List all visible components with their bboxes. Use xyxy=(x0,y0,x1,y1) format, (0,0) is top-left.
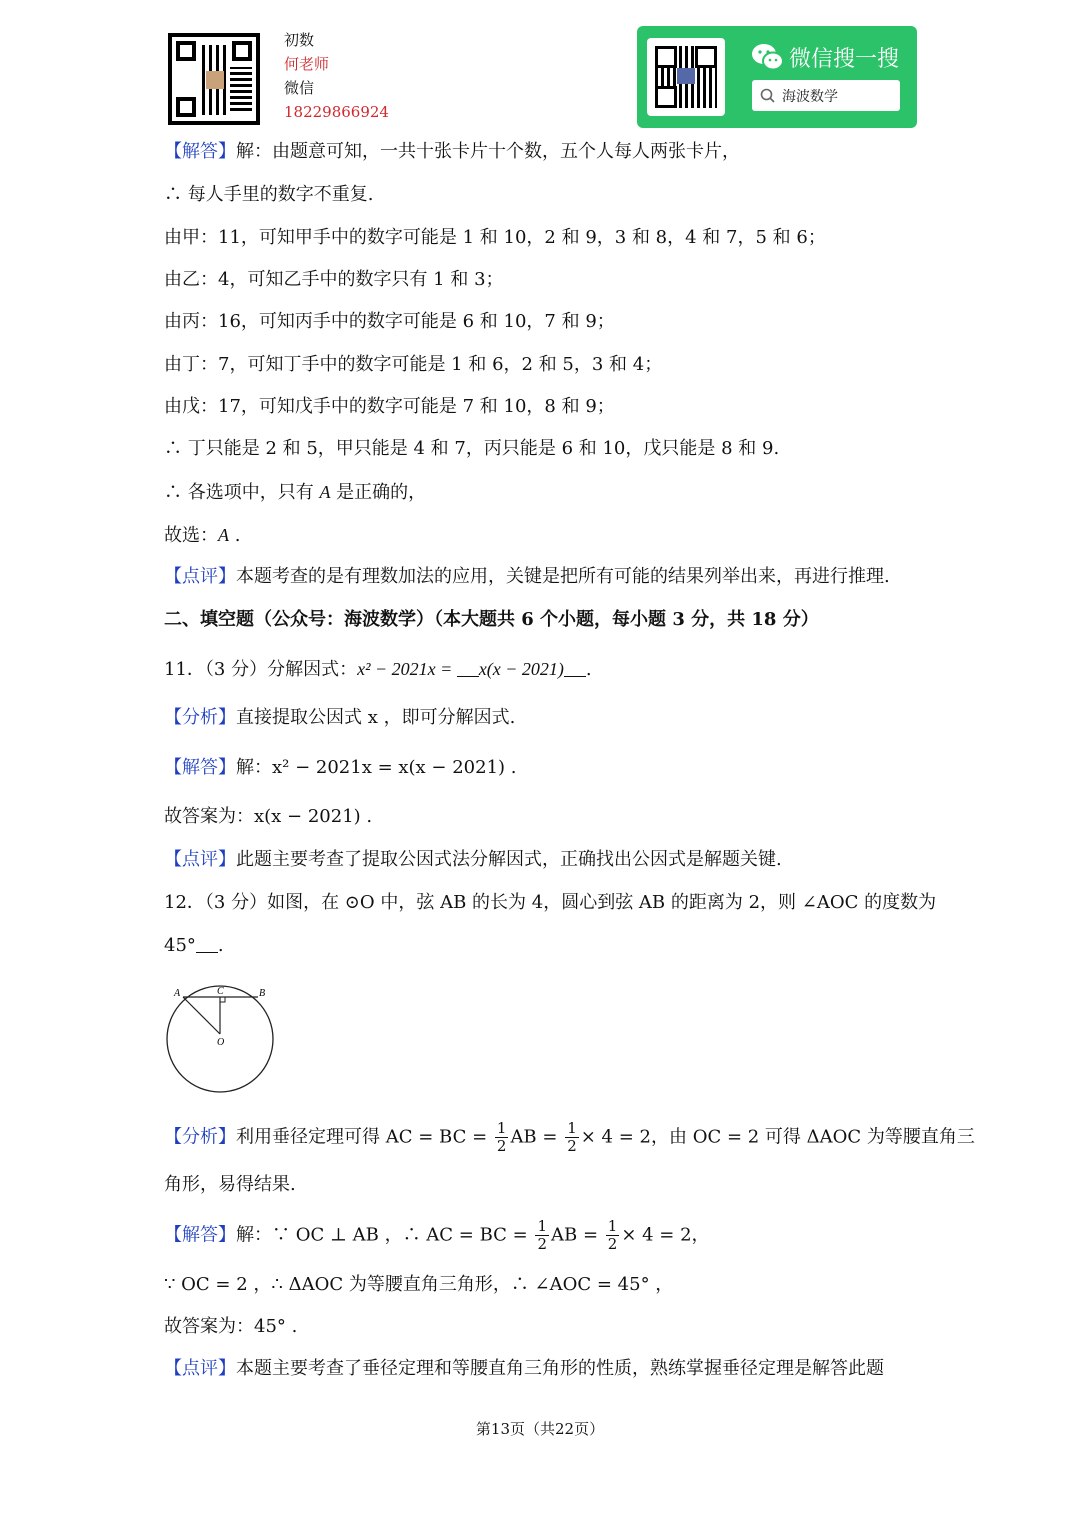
answer-blank xyxy=(564,660,586,677)
answer-12: 故答案为：45° . xyxy=(164,1316,298,1337)
line-7: 由戊：17，可知戊手中的数字可能是 7 和 10，8 和 9； xyxy=(164,396,615,417)
line-2: ∴ 每人手里的数字不重复. xyxy=(164,184,374,205)
wechat-title: 微信搜一搜 xyxy=(789,47,900,72)
wechat-search-text: 海波数学 xyxy=(782,89,838,105)
option: A xyxy=(218,525,229,545)
tag-dianping: 【点评】 xyxy=(164,1358,236,1379)
review-11 xyxy=(164,848,782,872)
wechat-search-box[interactable] xyxy=(752,80,900,111)
line-6: 由丁：7，可知丁手中的数字可能是 1 和 6，2 和 5，3 和 4； xyxy=(164,354,663,375)
teacher-phone: 18229866924 xyxy=(284,103,389,121)
analysis-11 xyxy=(164,706,515,730)
denominator: 2 xyxy=(496,1137,507,1155)
fraction xyxy=(606,1218,620,1253)
fraction xyxy=(495,1120,509,1155)
right-angle-mark xyxy=(220,997,225,1002)
page-footer: 第13页（共22页） xyxy=(475,1420,605,1438)
review-12 xyxy=(164,1357,884,1381)
segment-oa xyxy=(183,997,220,1034)
qr-code-right xyxy=(647,38,725,116)
line-8: ∴ 丁只能是 2 和 5，甲只能是 4 和 7，丙只能是 6 和 10，戊只能是 8 和 9. xyxy=(164,438,780,459)
wechat-search-card xyxy=(637,26,917,128)
search-icon xyxy=(760,88,776,104)
text: AB = xyxy=(510,1126,564,1148)
question-12-cont xyxy=(164,934,224,958)
text: 故选： xyxy=(164,525,218,546)
solution-11 xyxy=(164,756,517,780)
label-o: O xyxy=(217,1037,225,1048)
text: 直接提取公因式 x ，即可分解因式. xyxy=(236,707,516,728)
answer-blank xyxy=(196,936,218,953)
numerator: 1 xyxy=(537,1217,547,1235)
line-answer-1 xyxy=(164,140,740,164)
math: x² − 2021x = xyxy=(357,659,457,679)
tag-fenxi: 【分析】 xyxy=(164,707,236,728)
circle-figure xyxy=(160,982,282,1094)
question-12: 12．（3 分）如图，在 ⊙O 中，弦 AB 的长为 4，圆心到弦 AB 的距离为 2，则 ∠AOC 的度数为 xyxy=(164,892,937,913)
tag-jieda: 【解答】 xyxy=(164,757,236,778)
line-3: 由甲：11，可知甲手中的数字可能是 1 和 10，2 和 9，3 和 8，4 和 7，5 和 6； xyxy=(164,227,826,248)
fraction xyxy=(535,1218,549,1253)
solution-12-cont: ∵ OC = 2 ，∴ ΔAOC 为等腰直角三角形，∴ ∠AOC = 45° ， xyxy=(164,1274,674,1295)
numerator: 1 xyxy=(496,1119,507,1137)
wechat-logo-icon xyxy=(751,42,785,72)
numerator: 1 xyxy=(567,1119,577,1137)
text: × 4 = 2， xyxy=(621,1224,710,1246)
analysis-12 xyxy=(164,1120,975,1155)
text: 解：由题意可知，一共十张卡片十个数，五个人每人两张卡片， xyxy=(236,141,740,162)
label-b: B xyxy=(259,988,266,999)
denominator: 2 xyxy=(607,1235,618,1253)
text: AB = xyxy=(551,1224,604,1246)
tag-dianping: 【点评】 xyxy=(164,566,236,587)
text: 是正确的， xyxy=(330,482,427,503)
denominator: 2 xyxy=(537,1235,547,1253)
section-heading: 二、填空题（公众号：海波数学）（本大题共 6 个小题，每小题 3 分，共 18 分） xyxy=(164,609,819,630)
option: A xyxy=(319,482,331,502)
text: . xyxy=(585,659,592,680)
solution-12 xyxy=(164,1218,710,1253)
tag-fenxi: 【分析】 xyxy=(164,1126,236,1148)
text: 11．（3 分）分解因式： xyxy=(164,659,358,680)
tag-jieda: 【解答】 xyxy=(164,1224,236,1246)
teacher-line-1: 初数 xyxy=(284,31,315,49)
fraction xyxy=(565,1120,579,1155)
teacher-info xyxy=(284,28,389,124)
text: × 4 = 2，由 OC = 2 可得 ΔAOC 为等腰直角三 xyxy=(580,1126,975,1148)
qr-code-left xyxy=(168,33,260,125)
label-a: A xyxy=(174,988,181,999)
text: 本题主要考查了垂径定理和等腰直角三角形的性质，熟练掌握垂径定理是解答此题 xyxy=(236,1358,884,1379)
answer: 45° xyxy=(164,935,196,956)
text: 解：∵ OC ⊥ AB ，∴ AC = BC = xyxy=(236,1224,534,1246)
text: 此题主要考查了提取公因式法分解因式，正确找出公因式是解题关键. xyxy=(236,849,782,870)
text: 利用垂径定理可得 AC = BC = xyxy=(236,1126,493,1148)
line-5: 由丙：16，可知丙手中的数字可能是 6 和 10，7 和 9； xyxy=(164,311,615,332)
analysis-12-cont: 角形，易得结果. xyxy=(164,1174,296,1195)
line-review-1 xyxy=(164,565,890,589)
line-9 xyxy=(164,480,426,505)
denominator: 2 xyxy=(567,1137,577,1155)
answer-11: 故答案为：x(x − 2021) . xyxy=(164,806,373,827)
teacher-line-2: 何老师 xyxy=(284,55,330,73)
tag-dianping: 【点评】 xyxy=(164,849,236,870)
text: ∴ 各选项中，只有 xyxy=(164,482,320,503)
answer: x(x − 2021) xyxy=(478,659,564,679)
teacher-line-3: 微信 xyxy=(284,79,315,97)
text: 解：x² − 2021x = x(x − 2021) . xyxy=(236,757,517,778)
answer-blank xyxy=(457,660,479,677)
numerator: 1 xyxy=(607,1217,618,1235)
question-11 xyxy=(164,657,592,682)
label-c: C xyxy=(217,986,224,997)
tag-jieda: 【解答】 xyxy=(164,141,236,162)
text: . xyxy=(217,935,224,956)
line-4: 由乙：4，可知乙手中的数字只有 1 和 3； xyxy=(164,269,504,290)
text: . xyxy=(229,525,241,546)
line-10 xyxy=(164,523,240,548)
text: 本题考查的是有理数加法的应用，关键是把所有可能的结果列举出来，再进行推理. xyxy=(236,566,890,587)
